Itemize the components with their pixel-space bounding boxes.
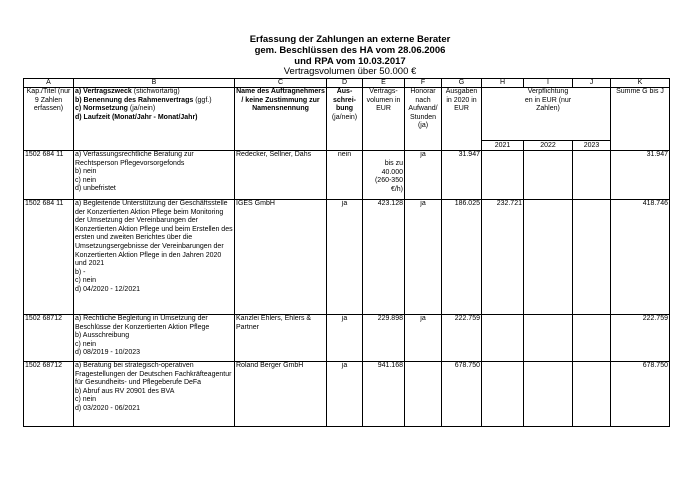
header-f-norm: Honorar nach Aufwand/ Stunden xyxy=(408,88,438,121)
cell-summe: 31.947 xyxy=(611,151,670,200)
cell-2022 xyxy=(524,362,573,427)
col-letter: I xyxy=(524,79,573,88)
cell-vertragszweck xyxy=(74,315,235,362)
cell-vertragszweck xyxy=(74,362,235,427)
cell-b-c: c) nein xyxy=(75,340,97,348)
cell-kap-titel: 1502 684 11 xyxy=(24,200,74,315)
table-row xyxy=(24,151,670,200)
cell-honorar xyxy=(405,362,442,427)
header-summe: Summe G bis J xyxy=(611,88,670,151)
doc-title-line-3: und RPA vom 10.03.2017 xyxy=(294,56,406,67)
cell-vertragszweck xyxy=(74,200,235,315)
doc-title-line-2: gem. Beschlüssen des HA vom 28.06.2006 xyxy=(254,45,446,56)
cell-vertragsvolumen: 229.898 xyxy=(363,315,405,362)
header-row xyxy=(24,88,670,141)
cell-auftragnehmer: Roland Berger GmbH xyxy=(235,362,327,427)
cell-b-d: d) unbefristet xyxy=(75,185,116,193)
cell-honorar: ja xyxy=(405,315,442,362)
cell-vertragsvolumen: 423.128 xyxy=(363,200,405,315)
cell-honorar: ja xyxy=(405,151,442,200)
cell-auftragnehmer: IGES GmbH xyxy=(235,200,327,315)
cell-2021 xyxy=(482,151,524,200)
column-letters-row xyxy=(24,79,670,88)
col-letter: F xyxy=(405,79,442,88)
cell-ausgaben-2020: 31.947 xyxy=(442,151,482,200)
header-d-norm: (ja/nein) xyxy=(331,113,358,121)
cell-vertragszweck xyxy=(74,151,235,200)
cell-ausgaben-2020: 678.750 xyxy=(442,362,482,427)
cell-2022 xyxy=(524,151,573,200)
cell-ausschreibung: ja xyxy=(327,315,363,362)
header-d-bold: Aus-schrei-bung xyxy=(333,88,356,113)
cell-b-d: d) 04/2020 - 12/2021 xyxy=(75,285,140,293)
cell-2022 xyxy=(524,315,573,362)
cell-b-b: b) Ausschreibung xyxy=(75,332,130,340)
header-b-l2-norm: (ggf.) xyxy=(195,96,212,104)
cell-kap-titel: 1502 684 11 xyxy=(24,151,74,200)
cell-2023 xyxy=(573,315,611,362)
col-letter: B xyxy=(74,79,235,88)
cell-2021: 232.721 xyxy=(482,200,524,315)
header-b-l1-bold: a) Vertragszweck xyxy=(75,88,132,95)
cell-2021 xyxy=(482,315,524,362)
header-honorar xyxy=(405,88,442,151)
cell-b-c: c) nein xyxy=(75,396,97,404)
cell-2023 xyxy=(573,151,611,200)
cell-b-a: a) Verfassungsrechtliche Beratung zur Rechtsperson Pflegevorsorgefonds xyxy=(75,151,194,167)
year-2023: 2023 xyxy=(573,141,611,151)
cell-kap-titel: 1502 68712 xyxy=(24,362,74,427)
header-auftragnehmer: Name des Auftragnehmers / keine Zustimmung zur Namensnennung xyxy=(235,88,327,151)
header-ausschreibung xyxy=(327,88,363,151)
cell-summe: 678.750 xyxy=(611,362,670,427)
cell-summe: 418.746 xyxy=(611,200,670,315)
col-letter: A xyxy=(24,79,74,88)
cell-2023 xyxy=(573,362,611,427)
header-b-l3-bold: c) Normsetzung xyxy=(75,105,128,113)
header-h-blank xyxy=(482,88,524,141)
col-letter: D xyxy=(327,79,363,88)
year-2022: 2022 xyxy=(524,141,573,151)
cell-b-c: c) nein xyxy=(75,176,97,184)
cell-2023 xyxy=(573,200,611,315)
col-letter: C xyxy=(235,79,327,88)
col-letter: H xyxy=(482,79,524,88)
cell-b-a: a) Begleitende Unterstützung der Geschäftsstelle der Konzertierten Aktion Pflege beim Monitoring der Umsetzung der Vereinbarungen der Konzertierten Aktion Pflege und beim Erstellen des ersten und zweiten Berichtes über die Umsetzungsergebnisse der Vereinbarungen der Konzertierten Aktion Pflege in den Jahren 2020 und 2021 xyxy=(75,200,233,268)
cell-vertragsvolumen: 941.168 xyxy=(363,362,405,427)
cell-2022 xyxy=(524,200,573,315)
col-letter: E xyxy=(363,79,405,88)
table-row xyxy=(24,315,670,362)
cell-honorar: ja xyxy=(405,200,442,315)
header-f-paren: (ja) xyxy=(417,122,429,130)
table-row xyxy=(24,362,670,427)
cell-kap-titel: 1502 68712 xyxy=(24,315,74,362)
cell-b-d: d) 08/2019 - 10/2023 xyxy=(75,349,140,357)
header-b-l1-norm: (stichwortartig) xyxy=(133,88,180,95)
cell-auftragnehmer: Redecker, Sellner, Dahs xyxy=(235,151,327,200)
doc-subtitle: Vertragsvolumen über 50.000 € xyxy=(283,66,417,77)
cell-auftragnehmer: Kanzlei Ehlers, Ehlers & Partner xyxy=(235,315,327,362)
header-j-blank xyxy=(573,88,611,141)
header-b-l2-bold: b) Benennung des Rahmenvertrags xyxy=(75,96,194,104)
cell-ausschreibung: ja xyxy=(327,362,363,427)
cell-b-b: b) Abruf aus RV 20901 des BVA xyxy=(75,387,175,395)
header-kap-titel: Kap./Titel (nur 9 Zahlen erfassen) xyxy=(24,88,74,151)
cell-ausschreibung: nein xyxy=(327,151,363,200)
header-ausgaben-2020: Ausgaben in 2020 in EUR xyxy=(442,88,482,151)
cell-b-b: b) - xyxy=(75,268,86,276)
cell-ausgaben-2020: 222.759 xyxy=(442,315,482,362)
cell-2021 xyxy=(482,362,524,427)
header-b-l4-bold: d) Laufzeit (Monat/Jahr - Monat/Jahr) xyxy=(75,113,198,121)
col-letter: K xyxy=(611,79,670,88)
cell-vertragsvolumen: bis zu 40.000 (260-350 €/h) xyxy=(363,151,405,200)
cell-summe: 222.759 xyxy=(611,315,670,362)
header-vertragszweck xyxy=(74,88,235,151)
payments-table xyxy=(23,78,670,427)
cell-b-a: a) Rechtliche Begleitung in Umsetzung der Beschlüsse der Konzertierten Aktion Pflege xyxy=(75,315,210,331)
cell-b-d: d) 03/2020 - 06/2021 xyxy=(75,404,140,412)
cell-ausschreibung: ja xyxy=(327,200,363,315)
table-row xyxy=(24,200,670,315)
cell-ausgaben-2020: 186.025 xyxy=(442,200,482,315)
col-letter: J xyxy=(573,79,611,88)
year-2021: 2021 xyxy=(482,141,524,151)
col-letter: G xyxy=(442,79,482,88)
header-verpflichtungen: Verpflichtung en in EUR (nur Zahlen) xyxy=(524,88,572,113)
cell-b-c: c) nein xyxy=(75,277,97,285)
cell-b-a: a) Beratung bei strategisch-operativen Fragestellungen der Deutschen Fachkräfteagentur für Gesundheits- und Pflegeberufe DeFa xyxy=(75,362,232,387)
doc-title-line-1: Erfassung der Zahlungen an externe Berater xyxy=(249,34,451,45)
header-vertragsvolumen: Vertrags-volumen in EUR xyxy=(363,88,405,151)
header-b-l3-norm: (ja/nein) xyxy=(129,105,156,113)
cell-b-b: b) nein xyxy=(75,168,97,176)
